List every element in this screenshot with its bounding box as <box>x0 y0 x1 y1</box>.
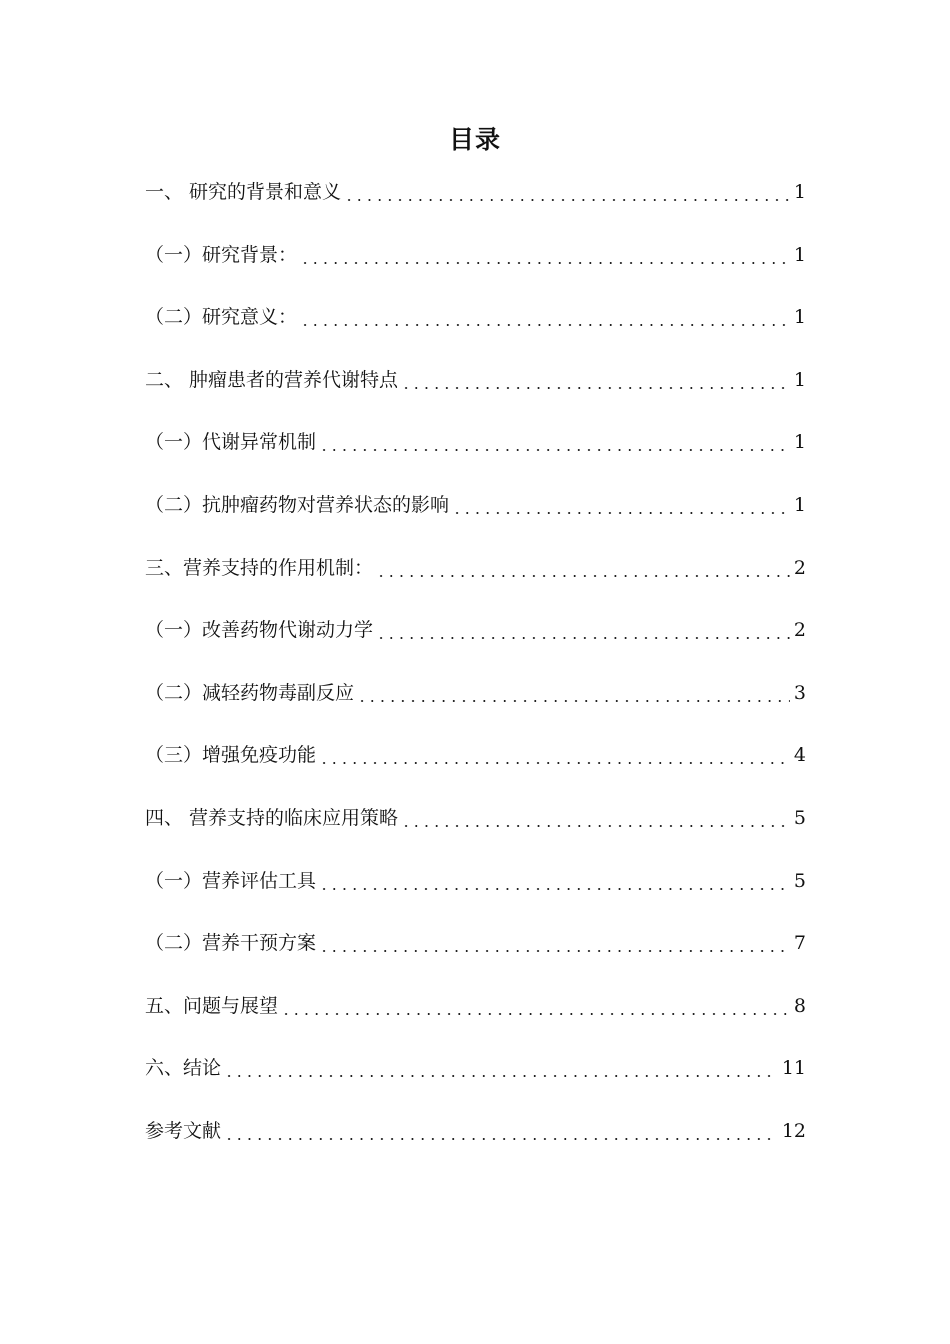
toc-entry[interactable] <box>145 1111 806 1174</box>
toc-entry-page: 1 <box>793 493 806 516</box>
toc-dot-leader <box>224 1048 778 1088</box>
toc-entry[interactable] <box>145 986 806 1049</box>
toc-entry[interactable] <box>145 861 806 924</box>
toc-entry-page: 2 <box>793 619 806 642</box>
toc-entry-page: 1 <box>793 431 806 454</box>
toc-dot-leader <box>401 360 790 400</box>
toc-entry[interactable] <box>145 485 806 548</box>
toc-entry-page: 7 <box>793 932 806 955</box>
toc-dot-leader <box>452 485 790 525</box>
toc-entry-page: 1 <box>793 306 806 329</box>
toc-entry-page: 5 <box>793 869 806 892</box>
toc-entry-label: 三、营养支持的作用机制： <box>145 556 374 579</box>
toc-entry-label: 六、结论 <box>145 1057 222 1080</box>
toc-entry-page: 11 <box>781 1057 806 1080</box>
toc-dot-leader <box>344 172 790 212</box>
toc-dot-leader <box>319 861 790 901</box>
toc-entry[interactable] <box>145 548 806 611</box>
toc-entry-page: 12 <box>781 1119 806 1142</box>
toc-entry-label: 五、问题与展望 <box>145 994 279 1017</box>
toc-entry[interactable] <box>145 673 806 736</box>
toc-entry[interactable] <box>145 360 806 423</box>
toc-entry-label: （二）营养干预方案 <box>145 932 317 955</box>
toc-entry[interactable] <box>145 422 806 485</box>
toc-dot-leader <box>376 610 790 650</box>
toc-entry[interactable] <box>145 735 806 798</box>
toc-entry-page: 8 <box>793 994 806 1017</box>
toc-entry-page: 5 <box>793 806 806 829</box>
toc-dot-leader <box>401 798 790 838</box>
toc-entry[interactable] <box>145 610 806 673</box>
toc-entry[interactable] <box>145 172 806 235</box>
toc-entry-page: 2 <box>793 556 806 579</box>
toc-dot-leader <box>319 422 790 462</box>
toc-entry-label: 二、 肿瘤患者的营养代谢特点 <box>145 368 399 391</box>
toc-entry[interactable] <box>145 923 806 986</box>
toc-entry[interactable] <box>145 297 806 360</box>
toc-entry[interactable] <box>145 1048 806 1111</box>
toc-entry-page: 1 <box>793 181 806 203</box>
toc-entry-label: （一）改善药物代谢动力学 <box>145 619 374 642</box>
toc-dot-leader <box>376 548 790 588</box>
toc-entry-page: 1 <box>793 368 806 391</box>
toc-entry-label: 一、 研究的背景和意义 <box>145 181 342 203</box>
toc-entry-label: （一）营养评估工具 <box>145 869 317 892</box>
toc-entry[interactable] <box>145 798 806 861</box>
toc-dot-leader <box>224 1111 778 1151</box>
toc-entry-label: （一）研究背景： <box>145 243 298 266</box>
toc-entry-page: 4 <box>793 744 806 767</box>
toc-dot-leader <box>300 235 790 275</box>
toc-dot-leader <box>319 735 790 775</box>
toc-dot-leader <box>319 923 790 963</box>
toc-entry-label: 参考文献 <box>145 1119 222 1142</box>
toc-list <box>145 172 806 1174</box>
toc-title: 目录 <box>448 125 501 154</box>
toc-dot-leader <box>300 297 790 337</box>
toc-entry-label: （三）增强免疫功能 <box>145 744 317 767</box>
toc-entry-label: （二）减轻药物毒副反应 <box>145 681 355 704</box>
toc-entry-label: （二）研究意义： <box>145 306 298 329</box>
toc-entry-label: （一）代谢异常机制 <box>145 431 317 454</box>
toc-dot-leader <box>281 986 790 1026</box>
toc-entry[interactable] <box>145 235 806 298</box>
toc-dot-leader <box>357 673 790 713</box>
toc-entry-label: （二）抗肿瘤药物对营养状态的影响 <box>145 493 450 516</box>
toc-entry-page: 3 <box>793 681 806 704</box>
toc-entry-label: 四、 营养支持的临床应用策略 <box>145 806 399 829</box>
toc-entry-page: 1 <box>793 243 806 266</box>
